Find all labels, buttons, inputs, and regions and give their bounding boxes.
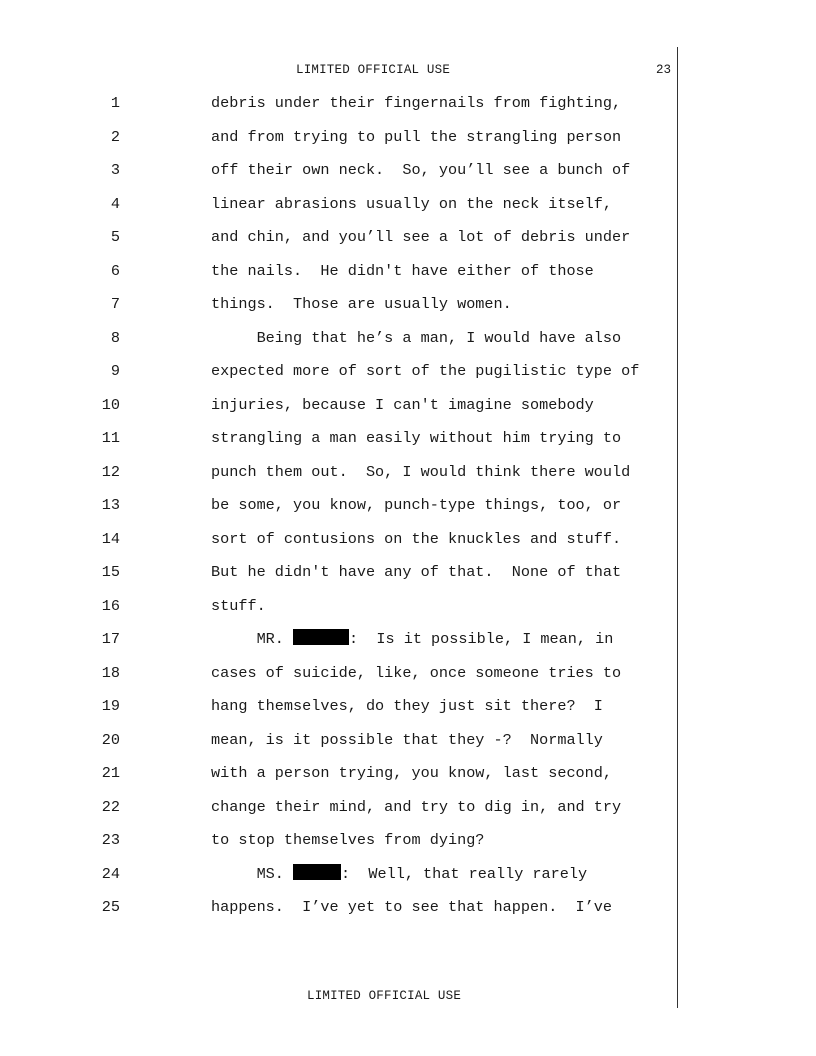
line-number: 19 — [101, 697, 120, 715]
transcript-line — [0, 864, 676, 888]
line-number: 18 — [101, 663, 120, 682]
transcript-line — [0, 261, 676, 285]
line-text: cases of suicide, like, once someone tries to — [211, 663, 622, 682]
transcript-line — [0, 730, 676, 754]
transcript-line — [0, 663, 676, 687]
transcript-line — [0, 495, 676, 519]
line-text: the nails. He didn't have either of those — [211, 261, 594, 280]
line-number: 2 — [110, 127, 120, 146]
line-text: mean, is it possible that they -? Normally — [211, 730, 603, 749]
redaction-box — [293, 629, 349, 645]
transcript-line — [0, 93, 676, 117]
line-number: 7 — [110, 295, 120, 313]
line-number: 24 — [101, 864, 120, 883]
line-number: 8 — [110, 328, 120, 347]
transcript-line — [0, 160, 676, 184]
speaker-prefix: MR. — [211, 630, 294, 648]
transcript-line — [0, 897, 676, 921]
line-text: and from trying to pull the strangling person — [211, 127, 622, 146]
speaker-text: : Well, that really rarely — [341, 864, 588, 883]
transcript-line — [0, 763, 676, 787]
speaker-prefix: MS. — [211, 864, 294, 883]
line-number: 16 — [101, 596, 120, 615]
transcript-line — [0, 562, 676, 586]
line-number: 11 — [101, 429, 120, 447]
line-number: 12 — [101, 462, 120, 481]
header-classification-label: LIMITED OFFICIAL USE — [296, 63, 451, 77]
line-number: 13 — [101, 496, 120, 514]
transcript-line — [0, 830, 676, 854]
transcript-line — [0, 462, 676, 486]
right-margin-rule — [677, 47, 678, 1008]
line-text: with a person trying, you know, last second, — [211, 764, 613, 782]
line-number: 21 — [101, 764, 120, 782]
transcript-line — [0, 127, 676, 151]
line-text: and chin, and you’ll see a lot of debris under — [211, 228, 631, 246]
line-text: hang themselves, do they just sit there? I — [211, 697, 603, 715]
footer-classification-label: LIMITED OFFICIAL USE — [307, 989, 462, 1003]
transcript-line — [0, 696, 676, 720]
transcript-line — [0, 797, 676, 821]
line-text: sort of contusions on the knuckles and stuff. — [211, 529, 622, 548]
page-number: 23 — [656, 63, 672, 77]
transcript-line — [0, 428, 676, 452]
transcript-line — [0, 361, 676, 385]
line-number: 25 — [101, 898, 120, 916]
line-text: linear abrasions usually on the neck itself, — [211, 194, 613, 213]
line-text: stuff. — [211, 596, 266, 615]
line-text: But he didn't have any of that. None of that — [211, 563, 622, 581]
transcript-line — [0, 294, 676, 318]
line-number: 9 — [110, 362, 120, 380]
speaker-text: : Is it possible, I mean, in — [349, 630, 614, 648]
line-text: Being that he’s a man, I would have also — [211, 328, 622, 347]
line-text: injuries, because I can't imagine somebody — [211, 395, 594, 414]
line-text: strangling a man easily without him trying to — [211, 429, 622, 447]
line-text — [211, 864, 587, 884]
line-text: to stop themselves from dying? — [211, 831, 485, 849]
line-number: 5 — [110, 228, 120, 246]
transcript-line — [0, 529, 676, 553]
line-number: 22 — [101, 797, 120, 816]
line-number: 15 — [101, 563, 120, 581]
line-number: 1 — [110, 94, 120, 112]
redaction-box — [293, 864, 341, 880]
line-text — [211, 629, 613, 649]
transcript-line — [0, 395, 676, 419]
line-text: happens. I’ve yet to see that happen. I’ve — [211, 898, 613, 916]
line-text: debris under their fingernails from fighting, — [211, 94, 622, 112]
line-text: off their own neck. So, you’ll see a bunch of — [211, 161, 631, 179]
line-text: punch them out. So, I would think there would — [211, 462, 631, 481]
line-text: be some, you know, punch-type things, too, or — [211, 496, 622, 514]
line-number: 3 — [110, 161, 120, 179]
transcript-line — [0, 227, 676, 251]
line-number: 6 — [110, 261, 120, 280]
line-number: 20 — [101, 730, 120, 749]
transcript-line — [0, 596, 676, 620]
line-number: 4 — [110, 194, 120, 213]
line-text: change their mind, and try to dig in, and try — [211, 797, 622, 816]
line-number: 17 — [101, 630, 120, 648]
transcript-line — [0, 194, 676, 218]
line-number: 23 — [101, 831, 120, 849]
transcript-line — [0, 629, 676, 653]
line-text: things. Those are usually women. — [211, 295, 512, 313]
line-text: expected more of sort of the pugilistic type of — [211, 362, 640, 380]
transcript-line — [0, 328, 676, 352]
line-number: 10 — [101, 395, 120, 414]
line-number: 14 — [101, 529, 120, 548]
